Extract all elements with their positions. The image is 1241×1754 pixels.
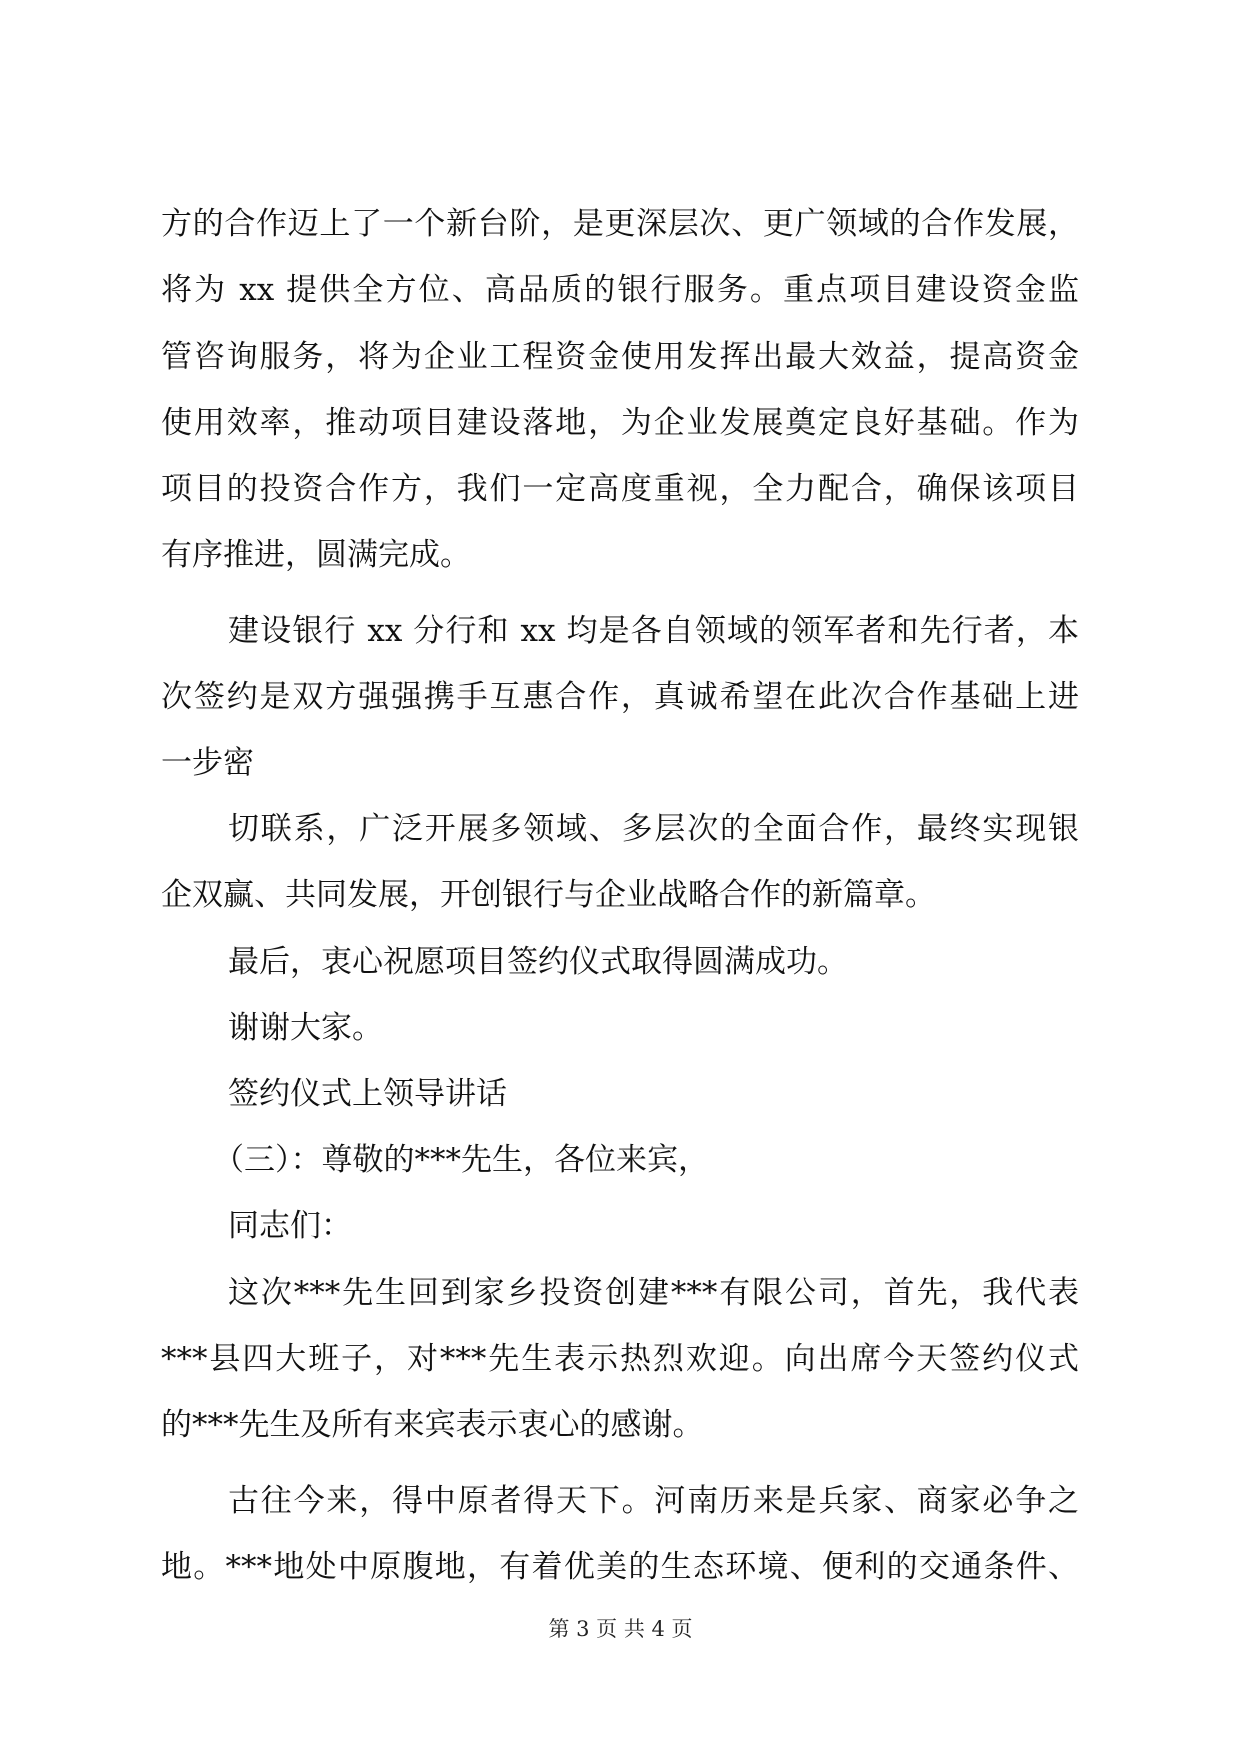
text-line: 次签约是双方强强携手互惠合作，真诚希望在此次合作基础上进: [161, 679, 1079, 715]
text-line: 使用效率，推动项目建设落地，为企业发展奠定良好基础。作为: [161, 405, 1079, 441]
text-line: ***县四大班子，对***先生表示热烈欢迎。向出席今天签约仪式: [161, 1341, 1079, 1377]
paragraph-first-line: 古往今来，得中原者得天下。河南历来是兵家、商家必争之: [228, 1483, 1079, 1519]
paragraph-first-line: 这次***先生回到家乡投资创建***有限公司，首先，我代表: [228, 1275, 1079, 1311]
text-line: 将为 xx 提供全方位、高品质的银行服务。重点项目建设资金监: [161, 272, 1079, 308]
paragraph-line: 同志们：: [228, 1208, 352, 1244]
page-footer: 第 3 页 共 4 页: [548, 1617, 693, 1641]
text-line: 企双赢、共同发展，开创银行与企业战略合作的新篇章。: [161, 877, 936, 913]
paragraph-first-line: 建设银行 xx 分行和 xx 均是各自领域的领军者和先行者，本: [228, 613, 1079, 649]
text-line: 的***先生及所有来宾表示衷心的感谢。: [161, 1407, 704, 1443]
text-line: 方的合作迈上了一个新台阶，是更深层次、更广领域的合作发展，: [161, 206, 1079, 242]
paragraph-first-line: 切联系，广泛开展多领域、多层次的全面合作，最终实现银: [228, 811, 1079, 847]
text-line: 一步密: [161, 745, 254, 781]
section-heading: 签约仪式上领导讲话: [228, 1076, 507, 1112]
paragraph-line: 谢谢大家。: [228, 1010, 383, 1046]
text-line: 地。***地处中原腹地，有着优美的生态环境、便利的交通条件、: [161, 1549, 1079, 1585]
text-line: 管咨询服务，将为企业工程资金使用发挥出最大效益，提高资金: [161, 339, 1079, 375]
paragraph-line: （三）：尊敬的***先生，各位来宾，: [213, 1142, 709, 1178]
text-line: 项目的投资合作方，我们一定高度重视，全力配合，确保该项目: [161, 471, 1079, 507]
text-line: 有序推进，圆满完成。: [161, 537, 471, 573]
paragraph-line: 最后，衷心祝愿项目签约仪式取得圆满成功。: [228, 944, 848, 980]
